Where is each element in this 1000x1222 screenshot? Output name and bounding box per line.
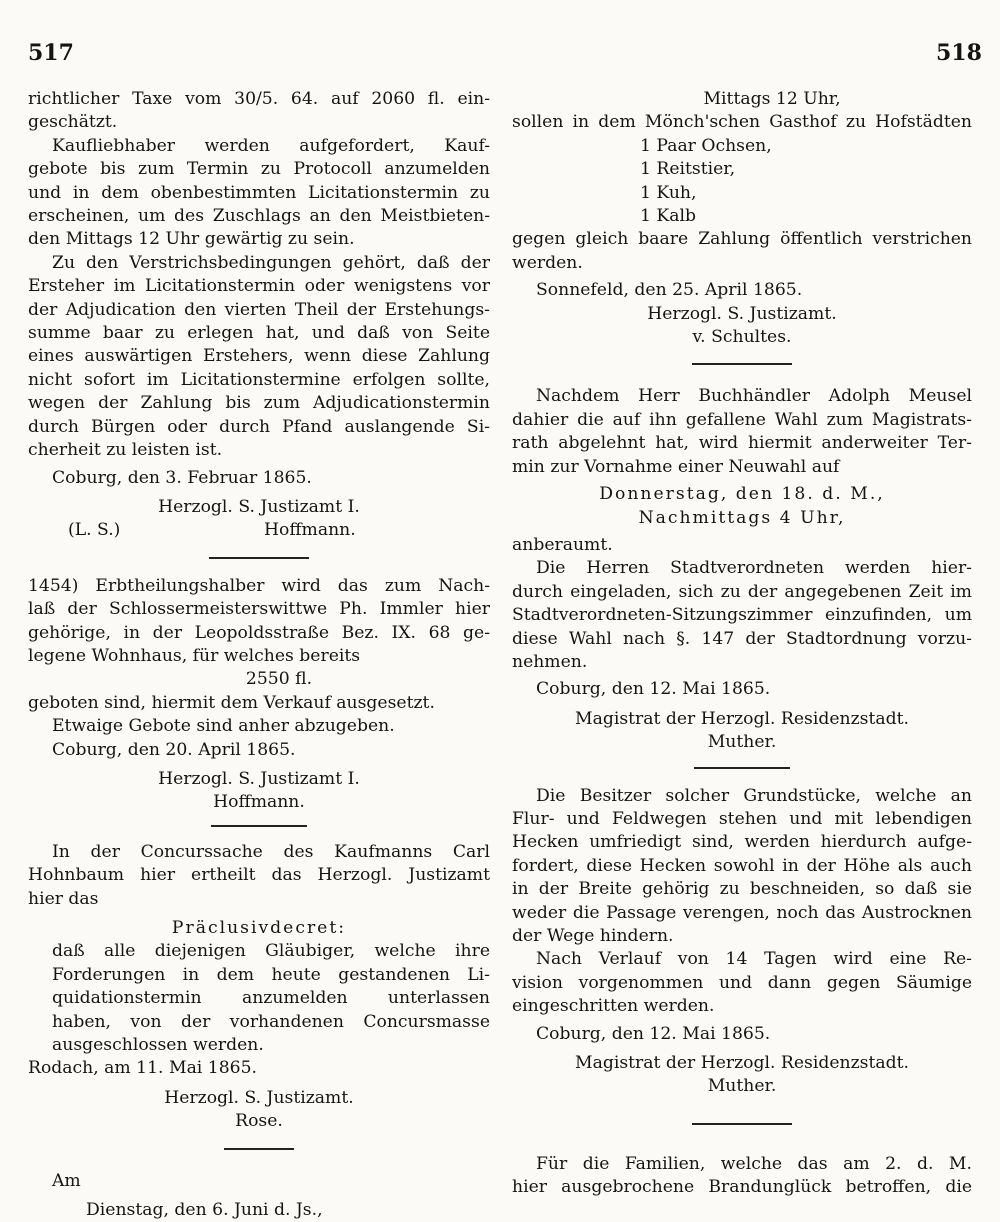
text-line: diese Wahl nach §. 147 der Stadtordnung vorzu- xyxy=(512,628,972,649)
right-column xyxy=(512,88,972,1200)
notice-date: Coburg, den 20. April 1865. xyxy=(52,739,296,760)
text-line: summe baar zu erlegen hat, und daß von Seite xyxy=(28,323,490,344)
separator-rule xyxy=(224,1148,294,1150)
text-line: Hecken umfriedigt sind, werden hierdurch aufge- xyxy=(512,832,972,853)
text-line: Für die Familien, welche das am 2. d. M. xyxy=(536,1153,972,1174)
text-line: geboten sind, hiermit dem Verkauf ausgesetzt. xyxy=(28,692,435,713)
text-line: Dienstag, den 6. Juni d. Js., xyxy=(86,1200,323,1221)
text-line: durch eingeladen, sich zu der angegebenen Zeit im xyxy=(512,581,972,602)
notice-office: Herzogl. S. Justizamt. xyxy=(164,1087,354,1108)
notice-date: Coburg, den 12. Mai 1865. xyxy=(536,679,771,700)
text-line: hier das xyxy=(28,888,99,909)
notice-date: Sonnefeld, den 25. April 1865. xyxy=(536,280,803,301)
notice-office: Magistrat der Herzogl. Residenzstadt. xyxy=(574,1053,910,1074)
text-line: rath abgelehnt hat, wird hiermit anderweiter Ter- xyxy=(512,433,972,454)
text-line: den Mittags 12 Uhr gewärtig zu sein. xyxy=(28,229,355,250)
notice-signer: Muther. xyxy=(707,732,777,753)
notice-election-meeting xyxy=(512,385,972,754)
text-line: sollen in dem Mönch'schen Gasthof zu Hofstädten xyxy=(512,112,972,133)
meeting-day: Donnerstag, den 18. d. M., xyxy=(599,484,885,505)
list-item: 1 Kuh, xyxy=(640,182,697,203)
text-line: laß der Schlossermeisterswittwe Ph. Immler hier xyxy=(28,599,490,620)
notice-preclusion-decree xyxy=(28,841,490,1134)
notice-fire-relief xyxy=(512,1153,972,1200)
seal-mark: (L. S.) xyxy=(68,520,121,541)
text-line: nehmen. xyxy=(512,651,588,672)
text-line: Zu den Verstrichsbedingungen gehört, daß der xyxy=(52,252,490,273)
text-line: richtlicher Taxe vom 30/5. 64. auf 2060 fl. ein- xyxy=(28,89,490,109)
text-line: Ersteher im Licitationstermin oder wenigstens vor xyxy=(28,276,490,297)
text-line: dahier die auf ihn gefallene Wahl zum Magistrats- xyxy=(512,409,972,430)
text-line: legene Wohnhaus, für welches bereits xyxy=(28,645,361,666)
text-line: Hohnbaum hier ertheilt das Herzogl. Justizamt xyxy=(28,865,490,886)
notice-signer: Hoffmann. xyxy=(264,520,356,541)
seal-signature-row xyxy=(28,519,490,542)
left-column xyxy=(28,88,490,1222)
text-line: der Wege hindern. xyxy=(512,926,674,946)
text-line: Nachdem Herr Buchhändler Adolph Meusel xyxy=(536,386,972,407)
text-line: Nach Verlauf von 14 Tagen wird eine Re- xyxy=(536,949,972,970)
text-line: hier ausgebrochene Brandunglück betroffen, die xyxy=(512,1177,972,1198)
list-item: 1 Kalb xyxy=(640,206,696,227)
notice-signer: v. Schultes. xyxy=(692,327,792,348)
separator-rule xyxy=(694,767,790,769)
notice-office: Magistrat der Herzogl. Residenzstadt. xyxy=(574,708,910,729)
separator-rule xyxy=(692,363,792,365)
separator-rule xyxy=(211,825,307,827)
notice-date: Coburg, den 12. Mai 1865. xyxy=(536,1023,771,1044)
text-line: vision vorgenommen und dann gegen Säumige xyxy=(512,972,972,993)
text-line: gebote bis zum Termin zu Protocoll anzumelden xyxy=(28,159,490,180)
price-amount: 2550 fl. xyxy=(245,669,313,690)
text-line: gegen gleich baare Zahlung öffentlich verstrichen xyxy=(512,229,972,250)
notice-livestock-auction xyxy=(512,88,972,349)
decree-heading: Präclusivdecret: xyxy=(171,918,347,938)
separator-rule xyxy=(209,557,309,559)
text-line: nicht sofort im Licitationstermine erfolgen sollte, xyxy=(28,369,490,390)
text-line: erscheinen, um des Zuschlags an den Meistbieten- xyxy=(28,206,490,227)
notice-signer: Hoffmann. xyxy=(213,792,305,813)
separator-rule xyxy=(692,1123,792,1125)
text-line: anberaumt. xyxy=(512,534,613,555)
text-line: daß alle diejenigen Gläubiger, welche ihre xyxy=(52,941,490,962)
list-item: 1 Reitstier, xyxy=(640,159,736,180)
text-line: geschätzt. xyxy=(28,112,118,133)
text-line: werden. xyxy=(512,252,583,273)
notice-office: Herzogl. S. Justizamt I. xyxy=(158,768,360,789)
text-line: In der Concurssache des Kaufmanns Carl xyxy=(52,841,490,862)
text-line: eines auswärtigen Erstehers, wenn diese Zahlung xyxy=(28,346,490,367)
text-line: Forderungen in dem heute gestandenen Li- xyxy=(52,964,490,985)
notice-signer: Muther. xyxy=(707,1076,777,1097)
notice-date: Coburg, den 3. Februar 1865. xyxy=(52,467,312,488)
text-line: gehörige, in der Leopoldsstraße Bez. IX. 68 ge- xyxy=(28,622,490,643)
text-line: haben, von der vorhandenen Concursmasse xyxy=(52,1011,490,1032)
text-line: in der Breite gehörig zu beschneiden, so daß sie xyxy=(512,879,972,900)
text-line: durch Bürgen oder durch Pfand auslangende Si- xyxy=(28,416,490,437)
text-line: cherheit zu leisten ist. xyxy=(28,440,223,461)
notice-office: Herzogl. S. Justizamt. xyxy=(647,303,837,324)
text-line: Etwaige Gebote sind anher abzugeben. xyxy=(52,716,395,737)
notice-signer: Rose. xyxy=(235,1111,283,1132)
notice-office: Herzogl. S. Justizamt I. xyxy=(158,496,360,517)
text-line: Die Besitzer solcher Grundstücke, welche an xyxy=(536,785,972,806)
page-number-left: 517 xyxy=(28,40,74,66)
notice-auction-conditions xyxy=(28,88,490,543)
text-line: fordert, diese Hecken sowohl in der Höhe als auch xyxy=(512,855,972,876)
text-line: wegen der Zahlung bis zum Adjudicationstermin xyxy=(28,393,490,414)
text-line: und in dem obenbestimmten Licitationstermin zu xyxy=(28,182,490,203)
text-line: min zur Vornahme einer Neuwahl auf xyxy=(512,456,840,477)
text-line: Flur- und Feldwegen stehen und mit lebendigen xyxy=(512,808,972,829)
notice-date: Rodach, am 11. Mai 1865. xyxy=(28,1058,257,1079)
meeting-time: Nachmittags 4 Uhr, xyxy=(638,507,846,528)
page-number-right: 518 xyxy=(936,40,982,66)
auction-time: Mittags 12 Uhr, xyxy=(703,89,841,109)
text-line: Die Herren Stadtverordneten werden hier- xyxy=(536,558,972,579)
text-line: weder die Passage verengen, noch das Austrocknen xyxy=(512,902,972,923)
text-line: eingeschritten werden. xyxy=(512,996,715,1017)
notice-date-announcement xyxy=(28,1170,490,1222)
text-line: Kaufliebhaber werden aufgefordert, Kauf- xyxy=(52,135,490,156)
text-line: der Adjudication den vierten Theil der Erstehungs- xyxy=(28,299,490,320)
text-line: ausgeschlossen werden. xyxy=(52,1035,264,1056)
notice-house-sale xyxy=(28,575,490,815)
text-line: 1454) Erbtheilungshalber wird das zum Nach- xyxy=(28,575,490,596)
text-line: quidationstermin anzumelden unterlassen xyxy=(52,988,490,1009)
notice-hedge-trimming xyxy=(512,785,972,1099)
text-line: Stadtverordneten-Sitzungszimmer einzufinden, um xyxy=(512,605,972,626)
text-line: Am xyxy=(52,1170,81,1191)
list-item: 1 Paar Ochsen, xyxy=(640,135,772,156)
